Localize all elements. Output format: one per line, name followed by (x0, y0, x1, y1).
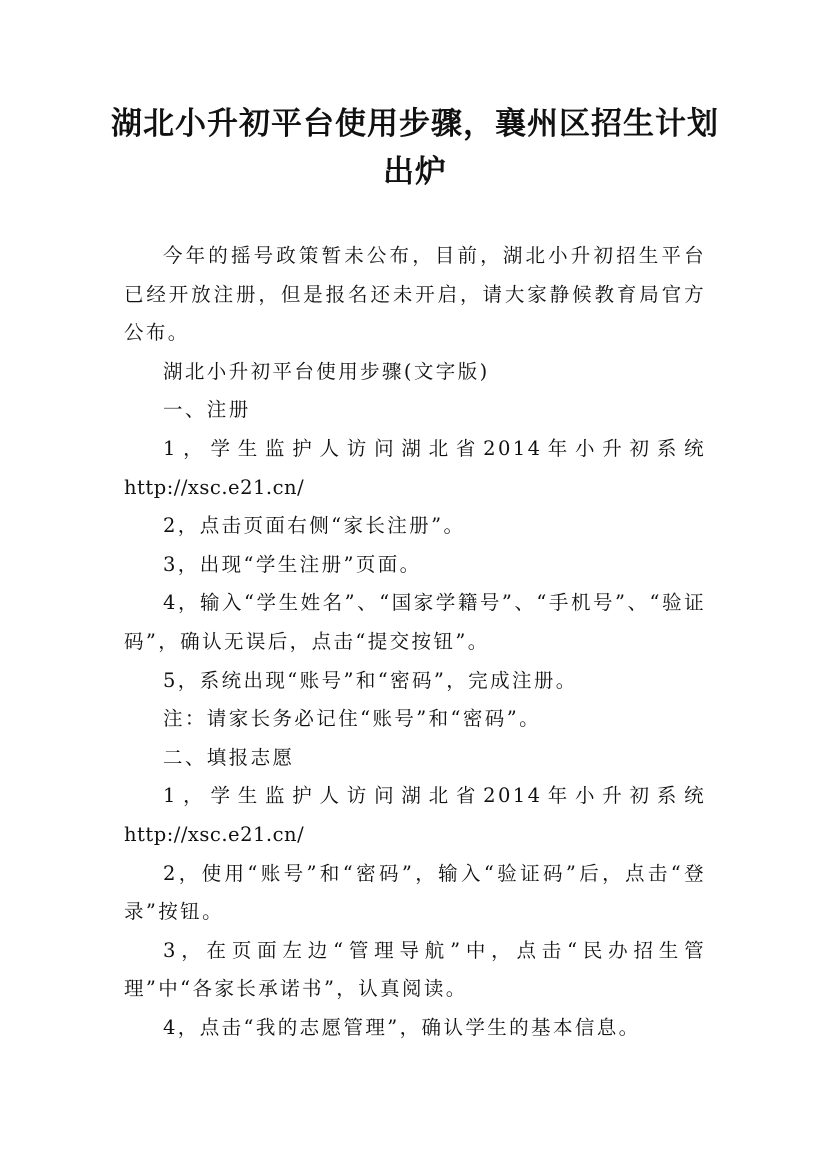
apply-step-1: 1，学生监护人访问湖北省2014年小升初系统 (163, 784, 706, 808)
register-step-4: 4，输入“学生姓名”、“国家学籍号”、“手机号”、“验证码”，确认无误后，点击“提交按钮”。 (124, 591, 706, 653)
register-step-1-url: http://xsc.e21.cn/ (124, 475, 305, 499)
register-step-3: 3，出现“学生注册”页面。 (163, 552, 422, 576)
register-note: 注：请家长务必记住“账号”和“密码”。 (163, 707, 541, 731)
register-step-1: 1，学生监护人访问湖北省2014年小升初系统 (163, 436, 706, 460)
intro-paragraph: 今年的摇号政策暂未公布，目前，湖北小升初招生平台已经开放注册，但是报名还未开启，请大家静候教育局官方公布。 (124, 244, 706, 345)
document-title: 湖北小升初平台使用步骤，襄州区招生计划出炉 (111, 106, 719, 190)
register-step-5: 5，系统出现“账号”和“密码”，完成注册。 (163, 668, 578, 692)
apply-step-4: 4，点击“我的志愿管理”，确认学生的基本信息。 (163, 1015, 641, 1039)
section-heading-register: 一、注册 (163, 398, 251, 422)
apply-step-1-url: http://xsc.e21.cn/ (124, 822, 305, 846)
document-body (124, 237, 706, 1047)
apply-step-2: 2，使用“账号”和“密码”，输入“验证码”后，点击“登录”按钮。 (124, 861, 706, 924)
section-heading-guide: 湖北小升初平台使用步骤(文字版) (163, 359, 490, 383)
register-step-2: 2，点击页面右侧“家长注册”。 (163, 514, 466, 538)
section-heading-apply: 二、填报志愿 (163, 745, 295, 769)
apply-step-3: 3，在页面左边“管理导航”中，点击“民办招生管理”中“各家长承诺书”，认真阅读。 (124, 938, 706, 1001)
